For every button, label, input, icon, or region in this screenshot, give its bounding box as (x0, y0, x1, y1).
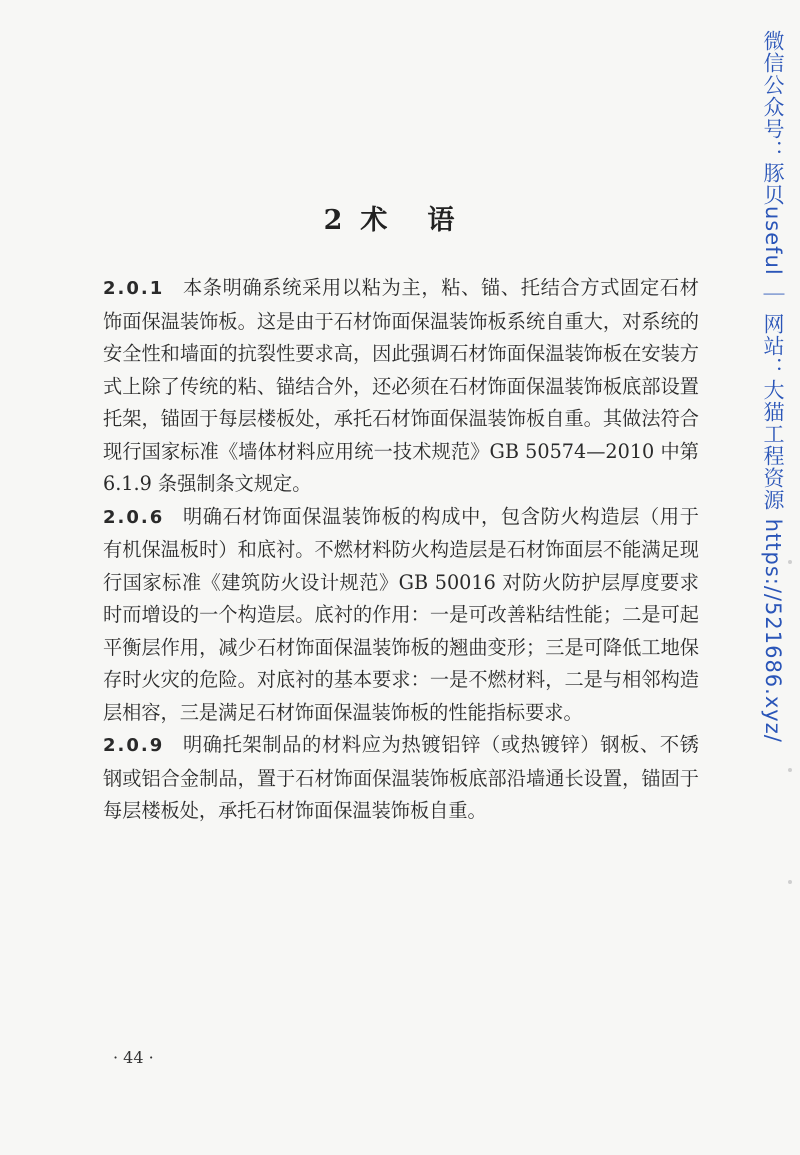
clause-number: 2.0.6 (103, 506, 165, 528)
watermark-text: 微信公众号：豚贝useful ｜ 网站：大猫工程资源 https://521686.xyz/ (761, 30, 785, 743)
chapter-number: 2 (323, 205, 345, 237)
body-text (103, 272, 699, 828)
clause-2-0-9 (103, 729, 699, 828)
chapter-title-char-1: 术 (360, 205, 390, 237)
chapter-title (0, 198, 780, 237)
clause-number: 2.0.9 (103, 735, 165, 756)
clause-text: 明确石材饰面保温装饰板的构成中，包含防火构造层（用于有机保温板时）和底衬。不燃材料防火构造层是石材饰面层不能满足现行国家标准《建筑防火设计规范》GB 50016 对防火防护层厚度要求时而增设的一个构造层。底衬的作用：一是可改善粘结性能；二是可起平衡层作用，减少石材饰面保温装饰板的翘曲变形；三是可降低工地保存时火灾的危险。对底衬的基本要求：一是不燃材料，二是与相邻构造层相容，三是满足石材饰面保温装饰板的性能指标要求。 (103, 504, 699, 724)
clause-number: 2.0.1 (103, 278, 165, 299)
clause-2-0-1 (103, 272, 699, 501)
clause-2-0-6 (103, 501, 699, 730)
chapter-title-char-2: 语 (427, 205, 457, 237)
clause-text: 明确托架制品的材料应为热镀铝锌（或热镀锌）钢板、不锈钢或铝合金制品，置于石材饰面保温装饰板底部沿墙通长设置，锚固于每层楼板处，承托石材饰面保温装饰板自重。 (103, 733, 699, 822)
scan-speck (788, 880, 792, 884)
scan-speck (788, 560, 792, 564)
scan-speck (788, 768, 792, 772)
clause-text: 本条明确系统采用以粘为主，粘、锚、托结合方式固定石材饰面保温装饰板。这是由于石材饰面保温装饰板系统自重大，对系统的安全性和墙面的抗裂性要求高，因此强调石材饰面保温装饰板在安装方式上除了传统的粘、锚结合外，还必须在石材饰面保温装饰板底部设置托架，锚固于每层楼板处，承托石材饰面保温装饰板自重。其做法符合现行国家标准《墙体材料应用统一技术规范》GB 50574—2010 中第 6.1.9 条强制条文规定。 (103, 276, 699, 495)
page-number: · 44 · (113, 1048, 154, 1067)
